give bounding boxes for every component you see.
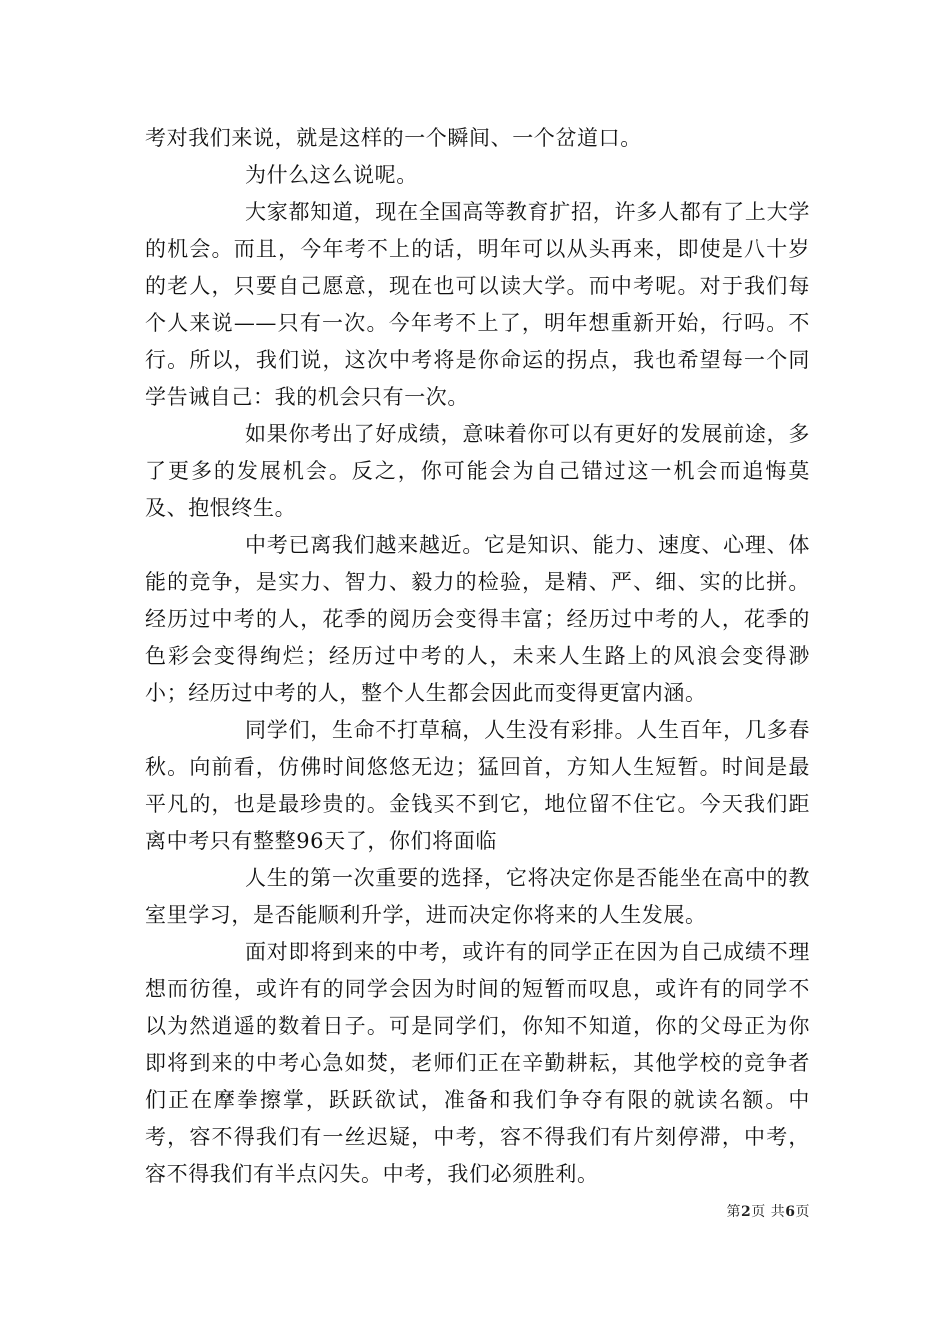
paragraph: 人生的第一次重要的选择，它将决定你是否能坐在高中的教室里学习，是否能顺利升学，进而决定你将来的人生发展。	[145, 866, 810, 927]
footer-middle: 页 共	[751, 1204, 786, 1220]
paragraph: 如果你考出了好成绩，意味着你可以有更好的发展前途，多了更多的发展机会。反之，你可能会为自己错过这一机会而追悔莫及、抱恨终生。	[145, 422, 810, 520]
footer-prefix: 第	[726, 1204, 742, 1220]
paragraph: 大家都知道，现在全国高等教育扩招，许多人都有了上大学的机会。而且，今年考不上的话，明年可以从头再来，即使是八十岁的老人，只要自己愿意，现在也可以读大学。而中考呢。对于我们每个人来说——只有一次。今年考不上了，明年想重新开始，行吗。不行。所以，我们说，这次中考将是你命运的拐点，我也希望每一个同学告诫自己：我的机会只有一次。	[145, 200, 810, 409]
total-pages-number: 6	[785, 1204, 796, 1220]
paragraph: 同学们，生命不打草稿，人生没有彩排。人生百年，几多春秋。向前看，仿佛时间悠悠无边；猛回首，方知人生短暂。时间是最平凡的，也是最珍贵的。金钱买不到它，地位留不住它。今天我们距离中考只有整整96天了，你们将面临	[145, 718, 810, 853]
paragraph: 面对即将到来的中考，或许有的同学正在因为自己成绩不理想而彷徨，或许有的同学会因为时间的短暂而叹息，或许有的同学不以为然逍遥的数着日子。可是同学们，你知不知道，你的父母正为你即将到来的中考心急如焚，老师们正在辛勤耕耘，其他学校的竞争者们正在摩拳擦掌，跃跃欲试，准备和我们争夺有限的就读名额。中考，容不得我们有一丝迟疑，中考，容不得我们有片刻停滞，中考，容不得我们有半点闪失。中考，我们必须胜利。	[145, 940, 810, 1186]
current-page-number: 2	[741, 1204, 752, 1220]
page-footer	[680, 1202, 810, 1222]
footer-suffix: 页	[795, 1204, 810, 1220]
paragraph: 考对我们来说，就是这样的一个瞬间、一个岔道口。	[145, 126, 642, 150]
paragraph: 为什么这么说呢。	[245, 163, 418, 187]
paragraph: 中考已离我们越来越近。它是知识、能力、速度、心理、体能的竞争，是实力、智力、毅力的检验，是精、严、细、实的比拼。经历过中考的人，花季的阅历会变得丰富；经历过中考的人，花季的色彩会变得绚烂；经历过中考的人，未来人生路上的风浪会变得渺小；经历过中考的人，整个人生都会因此而变得更富内涵。	[145, 533, 810, 705]
document-body	[145, 120, 810, 1193]
